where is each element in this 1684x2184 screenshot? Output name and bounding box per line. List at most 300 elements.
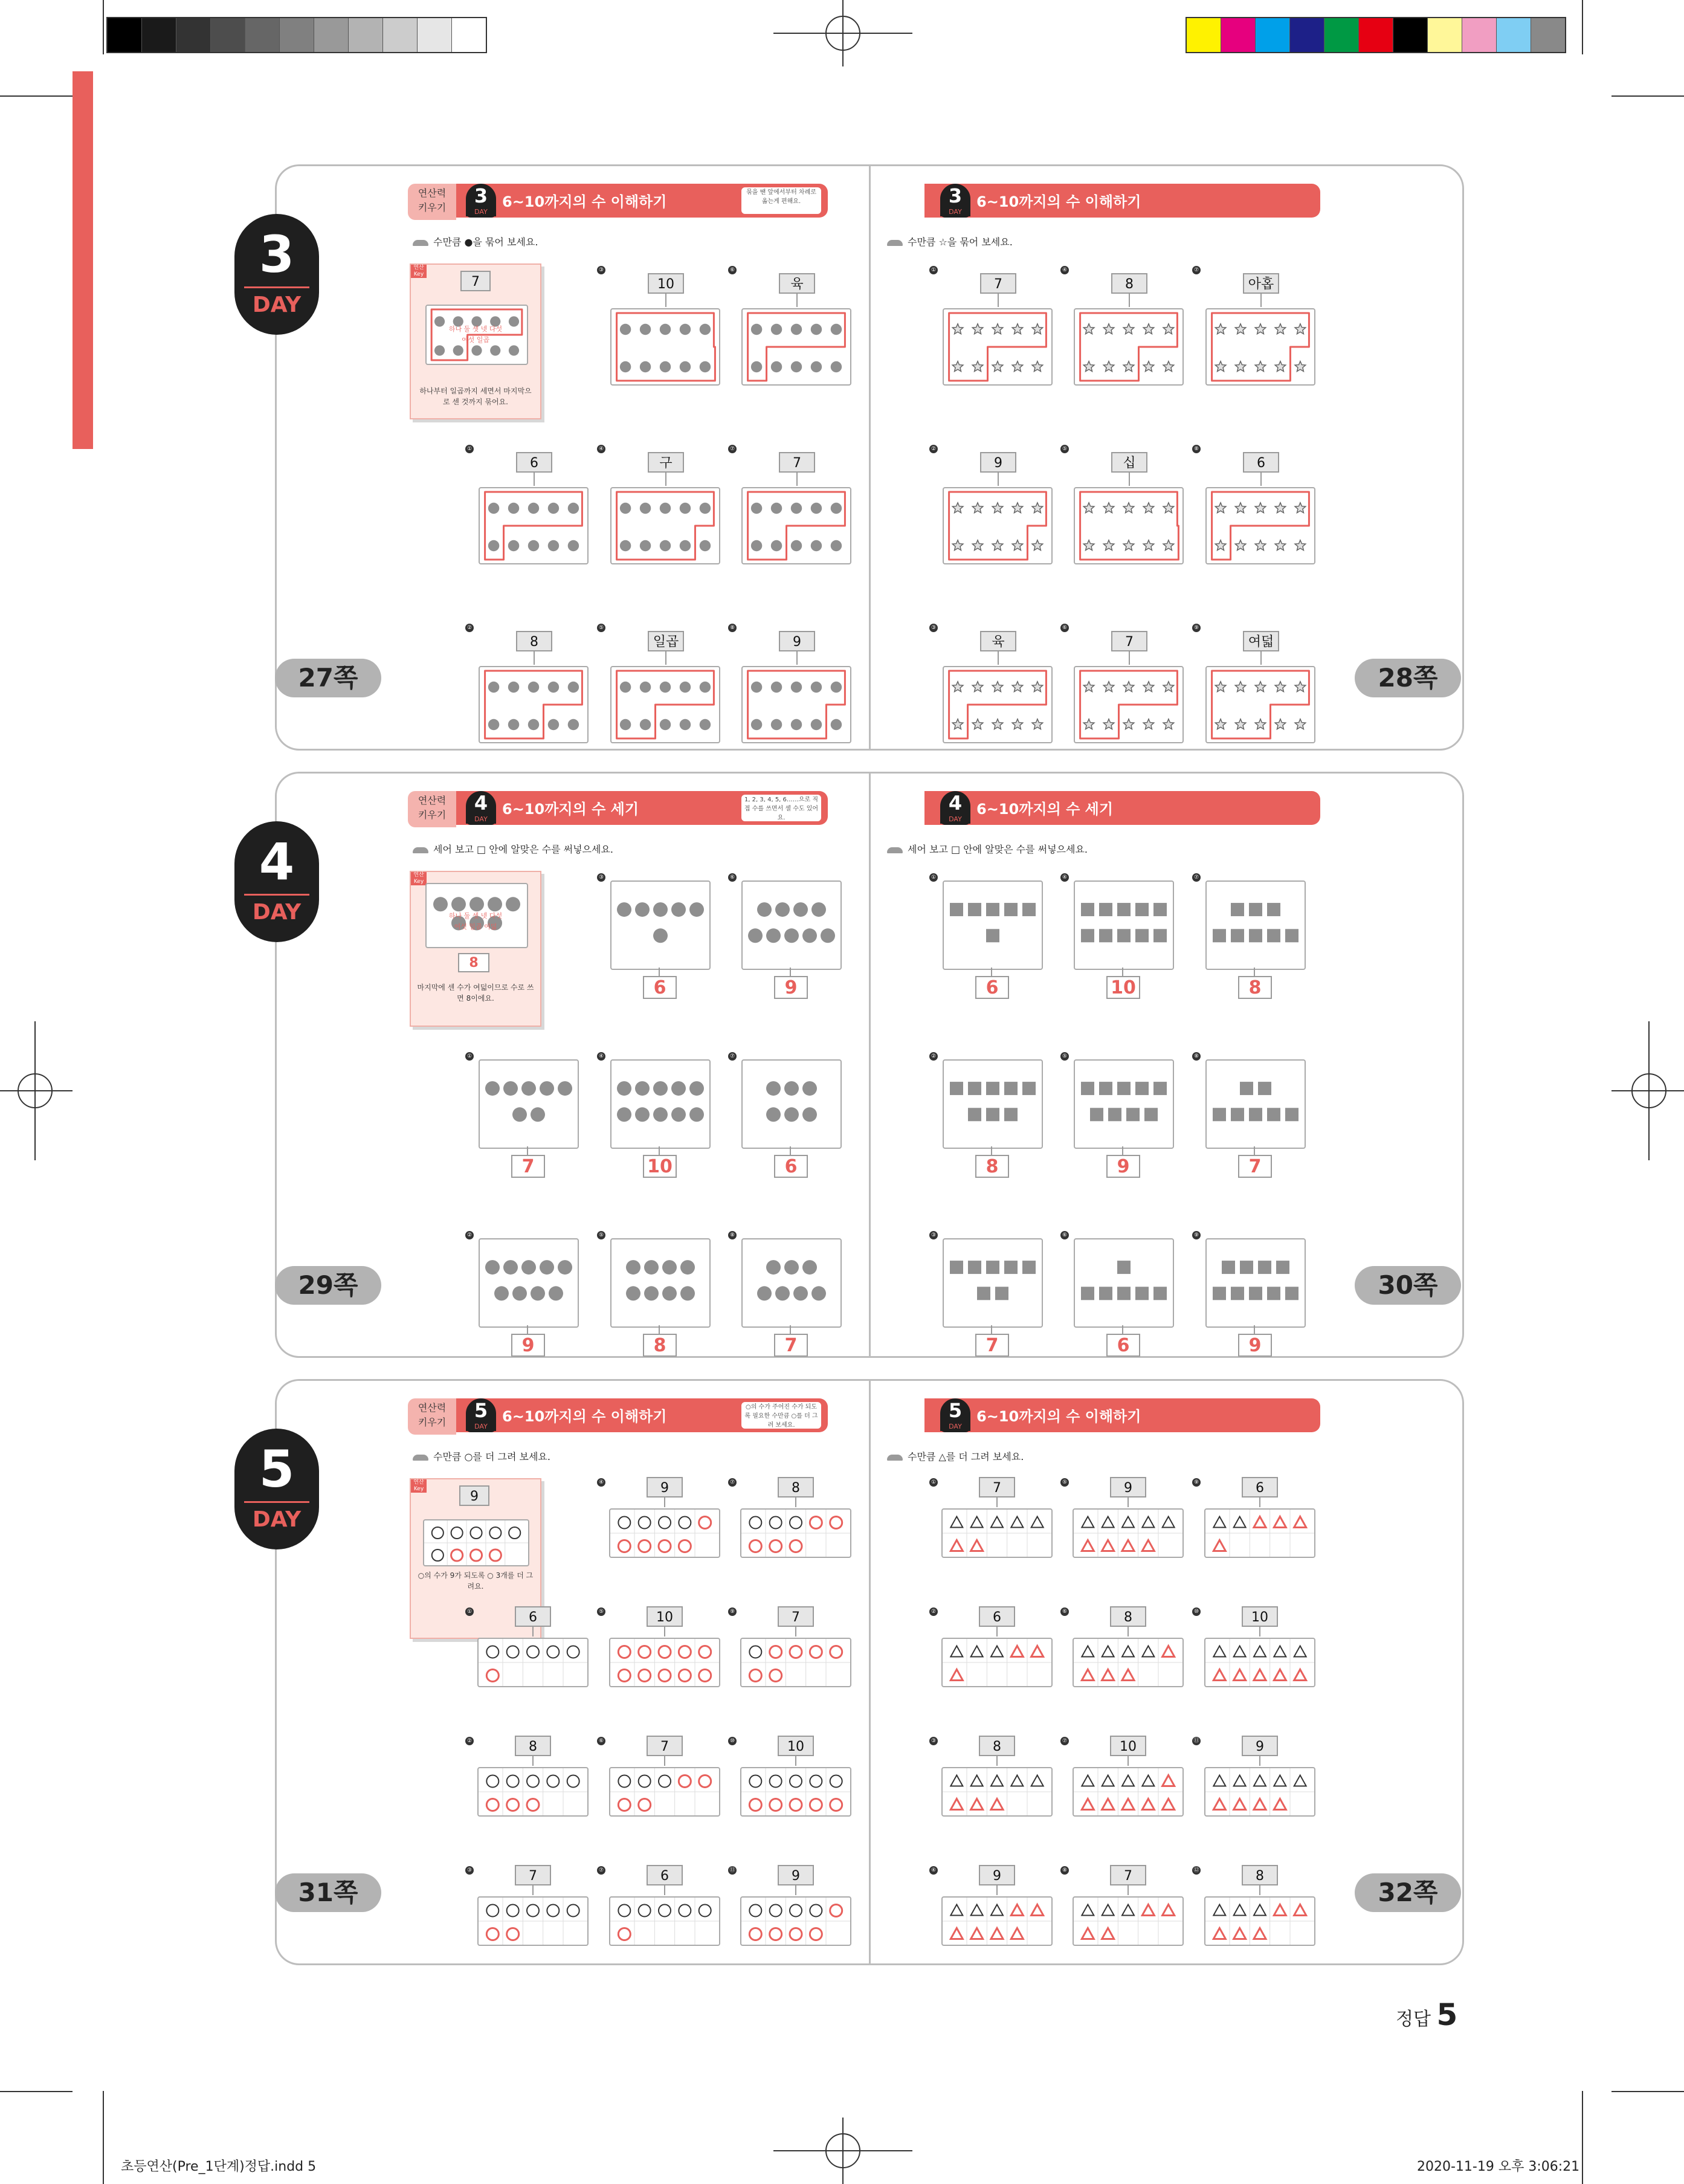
- instruction-text: 세어 보고 □ 안에 알맞은 수를 써넣으세요.: [908, 844, 1088, 855]
- exercise-number: ⑦: [597, 1866, 605, 1875]
- connector-line: [664, 1756, 665, 1766]
- connector-line: [1260, 651, 1262, 665]
- pencil-icon: [887, 240, 903, 246]
- answer-box[interactable]: 10: [1106, 976, 1140, 999]
- pencil-icon: [413, 1455, 428, 1461]
- connector-line: [998, 473, 999, 486]
- exercise-number: ⑩: [1192, 1607, 1201, 1616]
- count-box-marks: [1075, 882, 1173, 969]
- answer-box[interactable]: 7: [1238, 1155, 1272, 1178]
- lesson-tag: 연산력 키우기: [408, 184, 456, 220]
- answer-box[interactable]: 9: [511, 1334, 545, 1357]
- count-box: [1074, 1059, 1174, 1149]
- exercise-number: ④: [597, 445, 605, 453]
- ten-frame-marks: [611, 667, 719, 742]
- gray-swatch: [142, 18, 176, 52]
- ten-frame: [610, 308, 720, 386]
- exercise: [1060, 1864, 1181, 1985]
- exercise-number: ④: [597, 1478, 605, 1487]
- gray-swatch: [108, 18, 142, 52]
- exercise-number: ①: [465, 1607, 474, 1616]
- exercise-number: ⑤: [1060, 1052, 1069, 1061]
- exercise: [929, 442, 1050, 563]
- connector-line: [1128, 1497, 1129, 1507]
- lesson-header: [418, 1398, 828, 1432]
- ten-frame: [740, 1508, 851, 1558]
- exercise: [465, 1605, 586, 1726]
- key-note: 하나부터 일곱까지 세면서 마지막으로 센 것까지 묶어요.: [419, 387, 532, 406]
- ten-frame: [1073, 1767, 1184, 1817]
- side-accent-bar: [73, 71, 93, 449]
- exercise-number: ⑫: [1192, 1866, 1201, 1875]
- exercise-number: ⑤: [597, 1607, 605, 1616]
- key-words: 하나 둘 셋 넷 다섯 여섯 일곱: [448, 325, 503, 344]
- color-swatch: [1359, 18, 1393, 52]
- answer-box[interactable]: 6: [643, 976, 677, 999]
- connector-line: [532, 1885, 534, 1895]
- exercise: [1192, 263, 1313, 384]
- count-box-marks: [944, 1061, 1042, 1148]
- exercise: [597, 621, 718, 742]
- exercise-number-label: 10: [1242, 1606, 1278, 1627]
- lesson-day-number: 3: [474, 184, 488, 207]
- answer-box[interactable]: 9: [774, 976, 808, 999]
- key-words: 하나 둘 셋 넷 다섯 여섯 일곱 여덟: [448, 912, 503, 931]
- exercise: [728, 442, 849, 563]
- exercise-number-label: 9: [1242, 1736, 1278, 1756]
- exercise: [1060, 621, 1181, 742]
- connector-line: [996, 1627, 998, 1636]
- page-number: 5: [1436, 1997, 1458, 2032]
- lesson-day-label: DAY: [940, 208, 970, 216]
- exercise-number: ⑥: [728, 873, 737, 882]
- gray-swatch: [245, 18, 280, 52]
- connector-line: [664, 1497, 665, 1507]
- answer-box[interactable]: 8: [975, 1155, 1009, 1178]
- pencil-icon: [413, 847, 428, 853]
- exercise-number-label: 7: [1111, 631, 1147, 651]
- ten-frame-marks: [1075, 488, 1182, 563]
- count-box-marks: [743, 1061, 840, 1148]
- key-label: 연산 Key: [411, 1479, 427, 1493]
- exercise-number: ⑧: [728, 1231, 737, 1239]
- exercise-number-label: 9: [979, 1865, 1015, 1885]
- ten-frame: [477, 1896, 589, 1946]
- lesson-title: 6~10까지의 수 세기: [976, 801, 1114, 818]
- exercise: [597, 871, 718, 998]
- count-box: [741, 880, 842, 970]
- exercise-number-label: 6: [979, 1606, 1015, 1627]
- tip-note: 1, 2, 3, 4, 5, 6……으로 직접 수를 쓰면서 셀 수도 있어요.: [740, 793, 822, 822]
- day-badge: [234, 214, 319, 335]
- answer-box[interactable]: 7: [511, 1155, 545, 1178]
- ten-frame-marks: [611, 309, 719, 384]
- exercise: [929, 1229, 1050, 1356]
- exercise: [929, 1734, 1050, 1855]
- color-swatch: [1497, 18, 1531, 52]
- lesson-day-label: DAY: [466, 208, 496, 216]
- registration-target-icon: [1611, 1021, 1684, 1160]
- key-number-label: 7: [460, 271, 491, 291]
- ten-frame-marks: [743, 667, 850, 742]
- exercise-number: ⑪: [728, 1866, 737, 1875]
- exercise: [1192, 1864, 1313, 1985]
- exercise: [465, 621, 586, 742]
- color-swatch-bar: [1186, 17, 1566, 53]
- lesson-day-label: DAY: [940, 1423, 970, 1431]
- exercise: [929, 1476, 1050, 1597]
- ten-frame: [610, 666, 720, 743]
- connector-line: [996, 1497, 998, 1507]
- lesson-day-circle: [466, 791, 496, 825]
- connector-line: [1129, 473, 1130, 486]
- count-box-marks: [743, 882, 840, 969]
- exercise-number-label: 7: [779, 452, 815, 473]
- ten-frame: [1204, 1767, 1315, 1817]
- count-box: [741, 1059, 842, 1149]
- connector-line: [664, 1627, 665, 1636]
- exercise-number: ⑧: [1060, 1866, 1069, 1875]
- ten-frame: [741, 666, 851, 743]
- exercise-number-label: 7: [515, 1865, 551, 1885]
- instruction-text: 수만큼 ☆을 묶어 보세요.: [908, 236, 1013, 248]
- exercise-number: ③: [597, 266, 605, 274]
- connector-line: [795, 1627, 796, 1636]
- ten-frame-marks: [610, 1898, 719, 1945]
- instruction: [887, 842, 1088, 856]
- exercise: [1060, 1605, 1181, 1726]
- exercise-number-label: 10: [647, 1606, 683, 1627]
- key-note: 마지막에 센 수가 여덟이므로 수로 쓰면 8이에요.: [417, 983, 534, 1003]
- count-box-marks: [743, 1239, 840, 1326]
- exercise-number: ⑥: [1060, 1607, 1069, 1616]
- connector-line: [665, 651, 666, 665]
- exercise-number-label: 8: [1111, 273, 1147, 294]
- page-number-tag: 32쪽: [1355, 1873, 1461, 1912]
- day-badge-divider: [244, 286, 309, 288]
- connector-line: [664, 1885, 665, 1895]
- exercise: [1192, 1476, 1313, 1597]
- exercise: [1060, 442, 1181, 563]
- file-name: 초등연산(Pre_1단계)정답.indd 5: [121, 2159, 317, 2174]
- exercise: [728, 1050, 849, 1177]
- lesson-day-label: DAY: [940, 815, 970, 824]
- exercise-number-label: 8: [979, 1736, 1015, 1756]
- count-box-marks: [1075, 1239, 1173, 1326]
- ten-frame: [477, 1638, 589, 1687]
- answer-box[interactable]: 10: [643, 1155, 677, 1178]
- exercise-number-label: 구: [648, 452, 684, 473]
- instruction: [887, 234, 1013, 248]
- exercise-number: ⑤: [597, 624, 605, 632]
- lesson-title: 6~10까지의 수 이해하기: [976, 193, 1141, 210]
- exercise-number: ⑦: [1192, 873, 1201, 882]
- pencil-icon: [887, 847, 903, 853]
- exercise-number: ⑪: [1192, 1737, 1201, 1745]
- count-box: [943, 1059, 1043, 1149]
- ten-frame: [741, 487, 851, 564]
- ten-frame: [609, 1638, 720, 1687]
- exercise-number: ④: [1060, 266, 1069, 274]
- instruction-text: 수만큼 ●을 묶어 보세요.: [433, 236, 538, 248]
- exercise: [465, 1050, 586, 1177]
- key-answer: 8: [458, 953, 489, 972]
- exercise: [1060, 1734, 1181, 1855]
- ten-frame-marks: [480, 667, 587, 742]
- ten-frame-marks: [610, 1639, 719, 1686]
- exercise: [728, 263, 849, 384]
- lesson-day-circle: [466, 1398, 496, 1432]
- count-box: [1205, 1059, 1306, 1149]
- exercise-number-label: 9: [1110, 1477, 1146, 1497]
- exercise: [1060, 263, 1181, 384]
- ten-frame-marks: [741, 1898, 850, 1945]
- crop-mark: [1582, 2091, 1583, 2184]
- ten-frame-marks: [743, 309, 850, 384]
- ten-frame: [1073, 1638, 1184, 1687]
- exercise-number-label: 8: [1242, 1865, 1278, 1885]
- connector-line: [795, 1885, 796, 1895]
- exercise-number-label: 육: [980, 631, 1016, 651]
- connector-line: [1259, 1627, 1260, 1636]
- exercise-number-label: 7: [778, 1606, 814, 1627]
- day-label: DAY: [252, 900, 302, 925]
- exercise: [1192, 871, 1313, 998]
- exercise: [597, 442, 718, 563]
- ten-frame: [1074, 487, 1184, 564]
- gray-swatch: [418, 18, 452, 52]
- connector-line: [532, 1627, 534, 1636]
- exercise-number-label: 8: [778, 1477, 814, 1497]
- registration-target-icon: [0, 1021, 73, 1160]
- exercise-number: ⑧: [1192, 1052, 1201, 1061]
- exercise-number: ①: [929, 1478, 938, 1487]
- lesson-title: 6~10까지의 수 세기: [502, 801, 639, 818]
- lesson-header: [418, 184, 828, 218]
- exercise-number-label: 6: [647, 1865, 683, 1885]
- exercise-number: ①: [929, 873, 938, 882]
- lesson-day-label: DAY: [466, 1423, 496, 1431]
- exercise-number-label: 10: [778, 1736, 814, 1756]
- lesson-title: 6~10까지의 수 이해하기: [502, 193, 667, 210]
- exercise: [929, 1864, 1050, 1985]
- day-badge: [234, 1429, 319, 1549]
- exercise-number: ④: [597, 1052, 605, 1061]
- count-box: [1205, 880, 1306, 970]
- ten-frame-marks: [1074, 1510, 1182, 1557]
- lesson-header: [924, 791, 1320, 825]
- lesson-header: [924, 184, 1320, 218]
- connector-line: [665, 294, 666, 307]
- exercise-number-label: 6: [1243, 452, 1279, 473]
- answer-box[interactable]: 9: [1106, 1155, 1140, 1178]
- count-box-marks: [480, 1061, 578, 1148]
- exercise: [728, 1734, 849, 1855]
- count-box-marks: [611, 882, 709, 969]
- exercise-number: ⑧: [1192, 445, 1201, 453]
- exercise: [1192, 1734, 1313, 1855]
- exercise: [597, 1734, 718, 1855]
- ten-frame-marks: [424, 1520, 528, 1565]
- count-box-marks: [1207, 1061, 1305, 1148]
- exercise-number: ①: [465, 1052, 474, 1061]
- lesson-day-circle: [940, 184, 970, 218]
- ten-frame-marks: [1207, 667, 1314, 742]
- exercise-number-label: 8: [1110, 1606, 1146, 1627]
- answer-page-number: [1396, 1997, 1457, 2032]
- ten-frame-marks: [943, 1898, 1051, 1945]
- ten-frame-marks: [1205, 1898, 1314, 1945]
- connector-line: [534, 473, 535, 486]
- exercise-number-label: 8: [516, 631, 552, 651]
- ten-frame-marks: [479, 1639, 587, 1686]
- exercise-number-label: 9: [647, 1477, 683, 1497]
- color-swatch: [1324, 18, 1359, 52]
- exercise-number-label: 7: [979, 1477, 1015, 1497]
- count-box-marks: [1207, 1239, 1305, 1326]
- key-note: ○의 수가 9가 되도록 ○ 3개를 더 그려요.: [418, 1571, 534, 1591]
- ten-frame-marks: [1075, 309, 1182, 384]
- exercise-number: ⑦: [728, 1478, 737, 1487]
- answer-box[interactable]: 9: [1238, 1334, 1272, 1357]
- color-swatch: [1256, 18, 1290, 52]
- ten-frame: [740, 1896, 851, 1946]
- exercise: [1060, 1050, 1181, 1177]
- connector-line: [534, 651, 535, 665]
- gray-swatch: [176, 18, 211, 52]
- connector-line: [795, 1497, 796, 1507]
- ten-frame: [741, 308, 851, 386]
- ten-frame: [941, 1767, 1053, 1817]
- ten-frame: [943, 487, 1053, 564]
- ten-frame-marks: [479, 1898, 587, 1945]
- ten-frame: [1204, 1896, 1315, 1946]
- exercise: [1192, 442, 1313, 563]
- count-box-marks: [944, 1239, 1042, 1326]
- connector-line: [1260, 294, 1262, 307]
- connector-line: [996, 1885, 998, 1895]
- answer-box[interactable]: 8: [643, 1334, 677, 1357]
- ten-frame: [477, 1767, 589, 1817]
- ten-frame: [943, 308, 1053, 386]
- answer-box[interactable]: 6: [975, 976, 1009, 999]
- exercise-number: ③: [465, 1866, 474, 1875]
- instruction-text: 수만큼 ○를 더 그려 보세요.: [433, 1451, 550, 1462]
- day-number: 3: [259, 225, 295, 284]
- ten-frame: [479, 487, 589, 564]
- exercise-number-label: 9: [778, 1865, 814, 1885]
- exercise: [1060, 1229, 1181, 1356]
- instruction-text: 세어 보고 □ 안에 알맞은 수를 써넣으세요.: [433, 844, 614, 855]
- count-box: [479, 1059, 579, 1149]
- color-swatch: [1531, 18, 1565, 52]
- ten-frame: [1204, 1638, 1315, 1687]
- ten-frame-marks: [610, 1768, 719, 1815]
- exercise: [597, 1864, 718, 1985]
- connector-line: [795, 1756, 796, 1766]
- exercise-number: ⑦: [728, 445, 737, 453]
- exercise-number: ⑥: [1060, 1231, 1069, 1239]
- answer-box[interactable]: 7: [975, 1334, 1009, 1357]
- ten-frame-marks: [1207, 309, 1314, 384]
- ten-frame-marks: [943, 1639, 1051, 1686]
- exercise-number: ⑥: [728, 266, 737, 274]
- gray-swatch: [314, 18, 349, 52]
- day-badge: [234, 821, 319, 942]
- ten-frame: [423, 1519, 529, 1566]
- ten-frame: [1204, 1508, 1315, 1558]
- ten-frame-marks: [480, 488, 587, 563]
- ten-frame: [1074, 666, 1184, 743]
- color-swatch: [1187, 18, 1221, 52]
- ten-frame-marks: [1074, 1768, 1182, 1815]
- exercise-number: ⑩: [728, 1737, 737, 1745]
- lesson-title: 6~10까지의 수 이해하기: [976, 1408, 1141, 1425]
- lesson-tag: 연산력 키우기: [408, 791, 456, 827]
- day-label: DAY: [252, 1507, 302, 1532]
- exercise: [929, 871, 1050, 998]
- exercise-number: ②: [929, 1607, 938, 1616]
- exercise: [597, 1476, 718, 1597]
- connector-line: [996, 1756, 998, 1766]
- crop-mark: [0, 2091, 73, 2092]
- ten-frame: [740, 1767, 851, 1817]
- gray-swatch: [452, 18, 486, 52]
- exercise: [929, 1050, 1050, 1177]
- exercise: [465, 1864, 586, 1985]
- tip-note: 묶을 땐 앞에서부터 차례로 옮는게 편해요.: [740, 186, 822, 215]
- answer-box[interactable]: 8: [1238, 976, 1272, 999]
- exercise: [597, 1050, 718, 1177]
- exercise: [1192, 1050, 1313, 1177]
- connector-line: [1259, 1885, 1260, 1895]
- connector-line: [1128, 1627, 1129, 1636]
- instruction: [413, 1449, 550, 1463]
- exercise: [1192, 1229, 1313, 1356]
- count-box: [610, 1238, 711, 1328]
- page-number-tag: 28쪽: [1355, 659, 1461, 697]
- lesson-title: 6~10까지의 수 이해하기: [502, 1408, 667, 1425]
- exercise-number: ⑤: [1060, 1478, 1069, 1487]
- answer-box[interactable]: 7: [774, 1334, 808, 1357]
- exercise-number-label: 9: [779, 631, 815, 651]
- exercise-number: ⑨: [1192, 624, 1201, 632]
- ten-frame-marks: [743, 488, 850, 563]
- exercise-number: ⑦: [1192, 266, 1201, 274]
- count-box: [1205, 1238, 1306, 1328]
- ten-frame: [1205, 308, 1315, 386]
- lesson-day-number: 3: [948, 184, 963, 207]
- key-example-box: [410, 263, 541, 419]
- exercise: [597, 1605, 718, 1726]
- count-box: [741, 1238, 842, 1328]
- answer-box[interactable]: 6: [1106, 1334, 1140, 1357]
- exercise-number-label: 8: [515, 1736, 551, 1756]
- gray-swatch: [211, 18, 245, 52]
- ten-frame: [610, 487, 720, 564]
- count-box: [1074, 880, 1174, 970]
- instruction: [413, 842, 613, 856]
- color-swatch: [1221, 18, 1256, 52]
- exercise-number-label: 일곱: [648, 631, 684, 651]
- exercise: [1192, 1605, 1313, 1726]
- gray-swatch: [383, 18, 418, 52]
- tip-note: ○의 수가 주어진 수가 되도록 필요한 수만큼 ○를 더 그려 보세요.: [740, 1401, 822, 1430]
- color-swatch: [1428, 18, 1462, 52]
- answer-box[interactable]: 6: [774, 1155, 808, 1178]
- exercise-number-label: 6: [516, 452, 552, 473]
- exercise-number-label: 9: [980, 452, 1016, 473]
